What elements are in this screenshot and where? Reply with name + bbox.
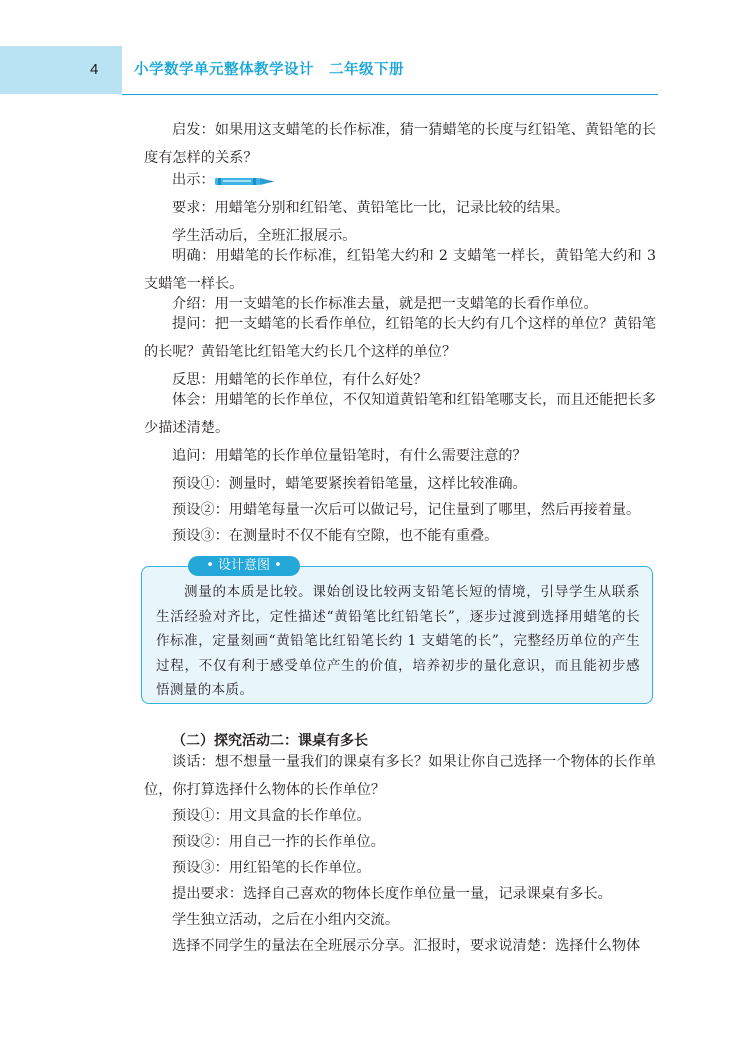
section2-preset-1: 预设①：用文具盒的长作单位。 — [172, 808, 371, 824]
paragraph-ask: 提问：把一支蜡笔的长看作单位，红铅笔的长大约有几个这样的单位？黄铅笔的长呢？黄铅笔比红铅笔大约长几个这样的单位？ — [144, 316, 656, 360]
paragraph-inspire: 启发：如果用这支蜡笔的长作标准，猜一猜蜡笔的长度与红铅笔、黄铅笔的长度有怎样的关系？ — [144, 122, 656, 166]
paragraph-reflect: 反思：用蜡笔的长作单位，有什么好处？ — [172, 372, 428, 388]
paragraph-talk: 谈话：想不想量一量我们的课桌有多长？如果让你自己选择一个物体的长作单位，你打算选择什么物体的长作单位？ — [144, 754, 656, 798]
preset-2: 预设②：用蜡笔每量一次后可以做记号，记住量到了哪里，然后再接着量。 — [172, 502, 641, 518]
paragraph-intro: 介绍：用一支蜡笔的长作标准去量，就是把一支蜡笔的长看作单位。 — [172, 296, 598, 312]
paragraph-realize: 体会：用蜡笔的长作单位，不仅知道黄铅笔和红铅笔哪支长，而且还能把长多少描述清楚。 — [144, 392, 656, 436]
running-header-title: 小学数学单元整体教学设计 二年级下册 — [134, 62, 404, 78]
paragraph-require: 要求：用蜡笔分别和红铅笔、黄铅笔比一比，记录比较的结果。 — [172, 200, 570, 216]
paragraph-activity: 学生活动后，全班汇报展示。 — [172, 228, 357, 244]
section2-require: 提出要求：选择自己喜欢的物体长度作单位量一量，记录课桌有多长。 — [172, 886, 612, 902]
section2-share: 选择不同学生的量法在全班展示分享。汇报时，要求说清楚：选择什么物体 — [172, 938, 641, 954]
paragraph-clarify: 明确：用蜡笔的长作标准，红铅笔大约和 2 支蜡笔一样长，黄铅笔大约和 3 支蜡笔一样长。 — [144, 248, 656, 292]
section2-activity: 学生独立活动，之后在小组内交流。 — [172, 912, 400, 928]
section2-preset-2: 预设②：用自己一拃的长作单位。 — [172, 834, 385, 850]
page-number-tab: 4 — [0, 46, 122, 94]
design-intent-tag: • 设计意图 • — [188, 556, 300, 576]
section2-preset-3: 预设③：用红铅笔的长作单位。 — [172, 860, 371, 876]
design-intent-text: 测量的本质是比较。课始创设比较两支铅笔长短的情境，引导学生从联系生活经验对齐比，定性描述“黄铅笔比红铅笔长”，逐步过渡到选择用蜡笔的长作标准，定量刻画“黄铅笔比红铅笔长约 1 支蜡笔的长”，完整经历单位的产生过程，不仅有利于感受单位产生的价值，培养初步的量化意识，而且能初步感悟测量的本质。 — [156, 584, 640, 699]
crayon-image — [215, 177, 275, 186]
header-divider — [122, 94, 658, 95]
paragraph-followup: 追问：用蜡笔的长作单位量铅笔时，有什么需要注意的？ — [172, 448, 527, 464]
preset-1: 预设①：测量时，蜡笔要紧挨着铅笔量，这样比较准确。 — [172, 476, 527, 492]
show-label: 出示： — [172, 172, 215, 188]
preset-3: 预设③：在测量时不仅不能有空隙，也不能有重叠。 — [172, 528, 499, 544]
section-title: （二）探究活动二：课桌有多长 — [172, 733, 368, 749]
